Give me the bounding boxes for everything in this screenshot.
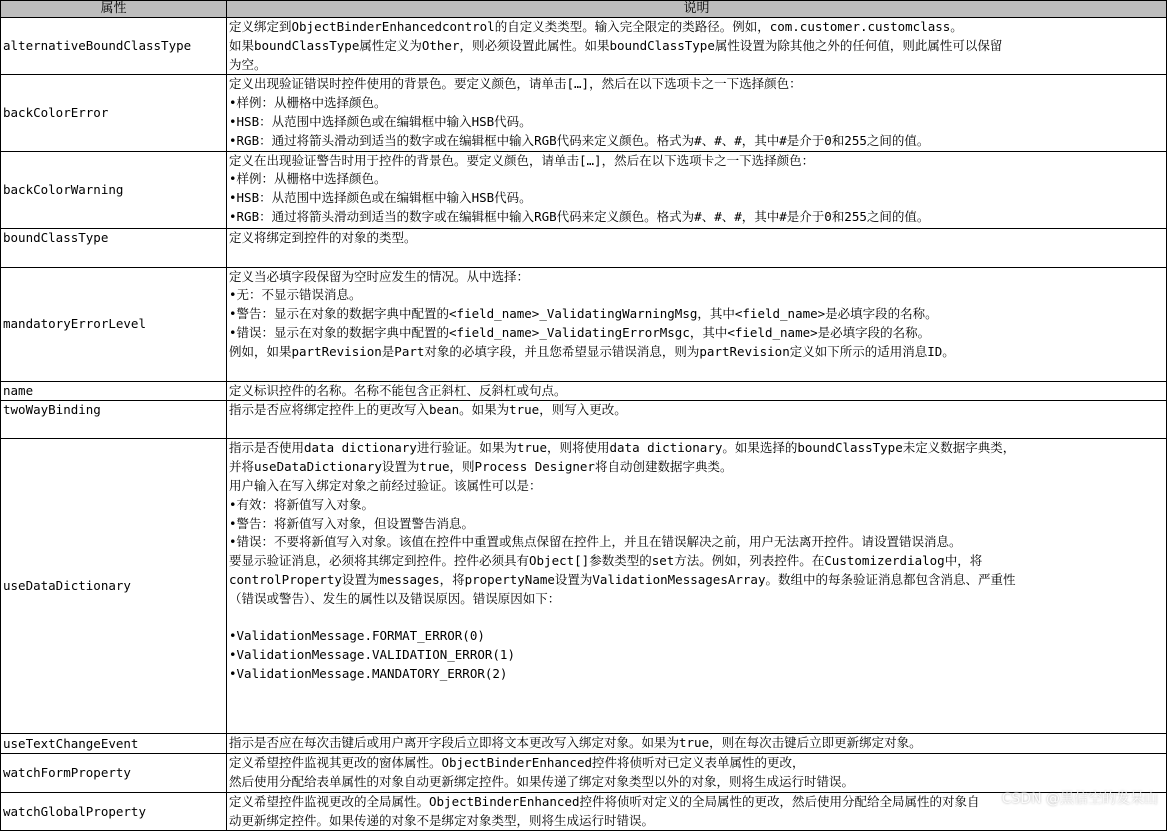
description-line: •有效：将新值写入对象。 <box>229 496 375 512</box>
description-line: 指示是否应在每次击键后或用户离开字段后立即将文本更改写入绑定对象。如果为true，则在每次击键后立即更新绑定对象。 <box>229 735 922 751</box>
description-line: 然后使用分配给表单属性的对象自动更新绑定控件。如果传递了绑定对象类型以外的对象，则将生成运行时错误。 <box>229 773 855 789</box>
property-description <box>227 151 1167 228</box>
table-row <box>1 75 1167 151</box>
description-line: •警告：显示在对象的数据字典中配置的<field_name>_ValidatingWarningMsg，其中<field_name>是必填字段的名称。 <box>229 306 938 322</box>
property-description <box>227 439 1167 734</box>
description-line: 动更新绑定控件。如果传递的对象不是绑定对象类型，则将生成运行时错误。 <box>229 812 655 828</box>
table-row <box>1 401 1167 439</box>
property-name: alternativeBoundClassType <box>1 18 227 75</box>
property-description <box>227 381 1167 401</box>
property-name: useTextChangeEvent <box>1 734 227 754</box>
description-line: •样例：从栅格中选择颜色。 <box>229 95 387 111</box>
table-row <box>1 792 1167 831</box>
property-description <box>227 228 1167 267</box>
property-description <box>227 18 1167 75</box>
watermark: CSDN @黑信空的发呆山 <box>1001 791 1158 807</box>
property-name: watchFormProperty <box>1 754 227 793</box>
property-name: backColorWarning <box>1 151 227 228</box>
description-line: 并将useDataDictionary设置为true，则Process Designer将自动创建数据字典类。 <box>229 459 733 475</box>
description-line: 为空。 <box>229 56 267 72</box>
table-row <box>1 18 1167 75</box>
description-line: controlProperty设置为messages，将propertyName设置为ValidationMessagesArray。数组中的每条验证消息都包含消息、严重性 <box>229 571 1016 587</box>
description-line: 如果boundClassType属性定义为Other，则必须设置此属性。如果boundClassType属性设置为除其他之外的任何值，则此属性可以保留 <box>229 37 1003 53</box>
description-line: •RGB：通过将箭头滑动到适当的数字或在编辑框中输入RGB代码来定义颜色。格式为#、#、#，其中#是介于0和255之间的值。 <box>229 208 930 224</box>
property-description <box>227 734 1167 754</box>
table-row <box>1 151 1167 228</box>
header-property: 属性 <box>1 1 227 18</box>
property-name: watchGlobalProperty <box>1 792 227 831</box>
header-row <box>1 1 1167 18</box>
description-line: •错误：不要将新值写入对象。该值在控件中重置或焦点保留在控件上，并且在错误解决之前，用户无法离开控件。请设置错误消息。 <box>229 534 962 550</box>
property-description <box>227 267 1167 381</box>
description-line: •警告：将新值写入对象，但设置警告消息。 <box>229 515 475 531</box>
description-line: 定义希望控件监视其更改的窗体属性。ObjectBinderEnhanced控件将侦听对已定义表单属性的更改， <box>229 755 805 771</box>
table-row <box>1 267 1167 381</box>
header-description: 说明 <box>227 1 1167 18</box>
description-line: 指示是否应将绑定控件上的更改写入bean。如果为true，则写入更改。 <box>229 402 627 418</box>
description-line: •错误：显示在对象的数据字典中配置的<field_name>_ValidatingErrorMsgc，其中<field_name>是必填字段的名称。 <box>229 324 931 340</box>
description-line: 定义将绑定到控件的对象的类型。 <box>229 229 417 245</box>
property-name: backColorError <box>1 75 227 151</box>
description-line: 定义标识控件的名称。名称不能包含正斜杠、反斜杠或句点。 <box>229 382 567 398</box>
table-row <box>1 734 1167 754</box>
description-line: •HSB：从范围中选择颜色或在编辑框中输入HSB代码。 <box>229 113 532 129</box>
property-description <box>227 401 1167 439</box>
table-row <box>1 754 1167 793</box>
description-line <box>229 609 1164 628</box>
description-line: 例如，如果partRevision是Part对象的必填字段，并且您希望显示错误消息，则为partRevision定义如下所示的适用消息ID。 <box>229 343 955 359</box>
description-line: •RGB：通过将箭头滑动到适当的数字或在编辑框中输入RGB代码来定义颜色。格式为#、#、#，其中#是介于0和255之间的值。 <box>229 132 930 148</box>
property-name: useDataDictionary <box>1 439 227 734</box>
description-line: •HSB：从范围中选择颜色或在编辑框中输入HSB代码。 <box>229 190 532 206</box>
table-row <box>1 228 1167 267</box>
description-line: •样例：从栅格中选择颜色。 <box>229 171 387 187</box>
description-line: 定义出现验证错误时控件使用的背景色。要定义颜色，请单击[…]，然后在以下选项卡之一下选择颜色： <box>229 76 802 92</box>
description-line: •ValidationMessage.MANDATORY_ERROR(2) <box>229 665 508 681</box>
description-line: 定义希望控件监视更改的全局属性。ObjectBinderEnhanced控件将侦听对定义的全局属性的更改，然后使用分配给全局属性的对象自 <box>229 793 980 809</box>
description-line: 定义在出现验证警告时用于控件的背景色。要定义颜色，请单击[…]，然后在以下选项卡之一下选择颜色： <box>229 152 815 168</box>
property-name: mandatoryErrorLevel <box>1 267 227 381</box>
description-line: 定义绑定到ObjectBinderEnhancedcontrol的自定义类类型。输入完全限定的类路径。例如，com.customer.customclass。 <box>229 19 963 34</box>
property-name: twoWayBinding <box>1 401 227 439</box>
property-description <box>227 754 1167 793</box>
property-name: boundClassType <box>1 228 227 267</box>
description-line: 指示是否使用data dictionary进行验证。如果为true，则将使用data dictionary。如果选择的boundClassType未定义数据字典类， <box>229 440 1016 456</box>
table-row <box>1 439 1167 734</box>
description-line: 定义当必填字段保留为空时应发生的情况。从中选择： <box>229 268 530 284</box>
description-line: 要显示验证消息，必须将其绑定到控件。控件必须具有Object[]参数类型的set方法。例如，列表控件。在Customizerdialog中，将 <box>229 553 983 569</box>
description-line: 用户输入在写入绑定对象之前经过验证。该属性可以是： <box>229 477 542 493</box>
table-row <box>1 381 1167 401</box>
property-description <box>227 75 1167 151</box>
description-line: •ValidationMessage.VALIDATION_ERROR(1) <box>229 647 515 663</box>
description-line: •ValidationMessage.FORMAT_ERROR(0) <box>229 628 485 644</box>
property-name: name <box>1 381 227 401</box>
description-line: •无：不显示错误消息。 <box>229 287 362 303</box>
description-line: （错误或警告）、发生的属性以及错误原因。错误原因如下： <box>229 590 561 606</box>
